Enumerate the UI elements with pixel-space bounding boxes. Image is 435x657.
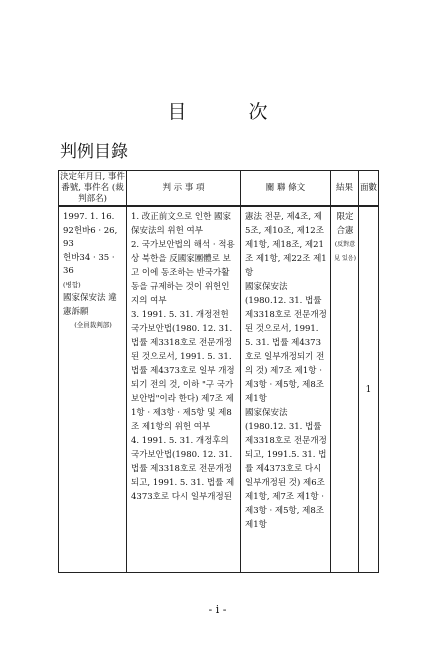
related-articles-old-act: 國家保安法(1980.12. 31. 법률 제3318호로 전문개정된 것으로서, 1991. 5. 31. 법률 제4373호로 일부개정되기 전의 것) 제7조 제1항 · 제3항 · 제5항, 제8조 제1항 [245,282,327,404]
header-holding: 判 示 事 項 [127,171,241,207]
related-articles-new-act: 國家保安法(1980.12. 31. 법률 제3318호로 전문개정되고, 1991.5. 31. 법률 제4373호로 다시 일부개정된 것) 제6조 제1항, 제7조 제1항 · 제3항 · 제5항, 제8조 제1항 [245,408,327,530]
related-articles-constitution: 憲法 전문, 제4조, 제5조, 제10조, 제12조 제1항, 제18조, 제21조 제1항, 제22조 제1항 [245,212,327,278]
header-result: 結果 [331,171,359,207]
header-page: 面數 [359,171,379,207]
holding-item-3: 3. 1991. 5. 31. 개정전헌 국가보안법(1980. 12. 31. 법률 제3318호로 전문개정된 것으로서, 1991. 5. 31. 법률 제4373호로 일부 개정되기 전의 것, 이하 "구 국가보안법"이라 한다) 제7조 제1항 · 제3항 · 제5항 및 제8조 제1항의 위헌 여부 [131,310,235,432]
header-decision-info: 決定年月日, 事件番號, 事件名 (裁判部名) [59,171,127,207]
holding-item-1: 1. 改正前文으로 인한 國家保安法의 위헌 여부 [131,212,232,236]
holding-item-2: 2. 국가보안법의 해석 · 적용상 북한을 反國家團體로 보고 이에 동조하는 반국가활동을 규제하는 것이 위헌인지의 여부 [131,240,235,306]
case-number: 92헌바6 · 26, 93 [63,225,118,249]
page-cell: 1 [359,206,379,573]
case-number-cont: 헌바34 · 35 · 36 [63,252,115,276]
dissent-note: (反對意見 있음) [334,241,356,262]
holding-cell [127,206,241,573]
case-table [58,170,379,573]
related-articles-cell [241,206,331,573]
case-name: 國家保安法 違憲訴願 [63,293,117,317]
table-row [59,206,379,573]
decision-info-cell [59,206,127,573]
bench-name: (全員裁判部) [74,321,112,329]
merged-note: (병합) [63,280,81,289]
result-text: 限定合憲 [336,212,354,236]
result-cell [331,206,359,573]
page-title: 目 次 [167,101,296,123]
decision-date: 1997. 1. 16. [63,212,115,222]
header-related-articles: 關 聯 條文 [241,171,331,207]
section-title: 判例目錄 [60,142,128,162]
page-number: - i - [208,603,227,616]
holding-item-4: 4. 1991. 5. 31. 개정후의 국가보안법(1980. 12. 31. 법률 제3318호로 전문개정되고, 1991. 5. 31. 법률 제4373호로 다시 일부개정된 [131,436,235,502]
